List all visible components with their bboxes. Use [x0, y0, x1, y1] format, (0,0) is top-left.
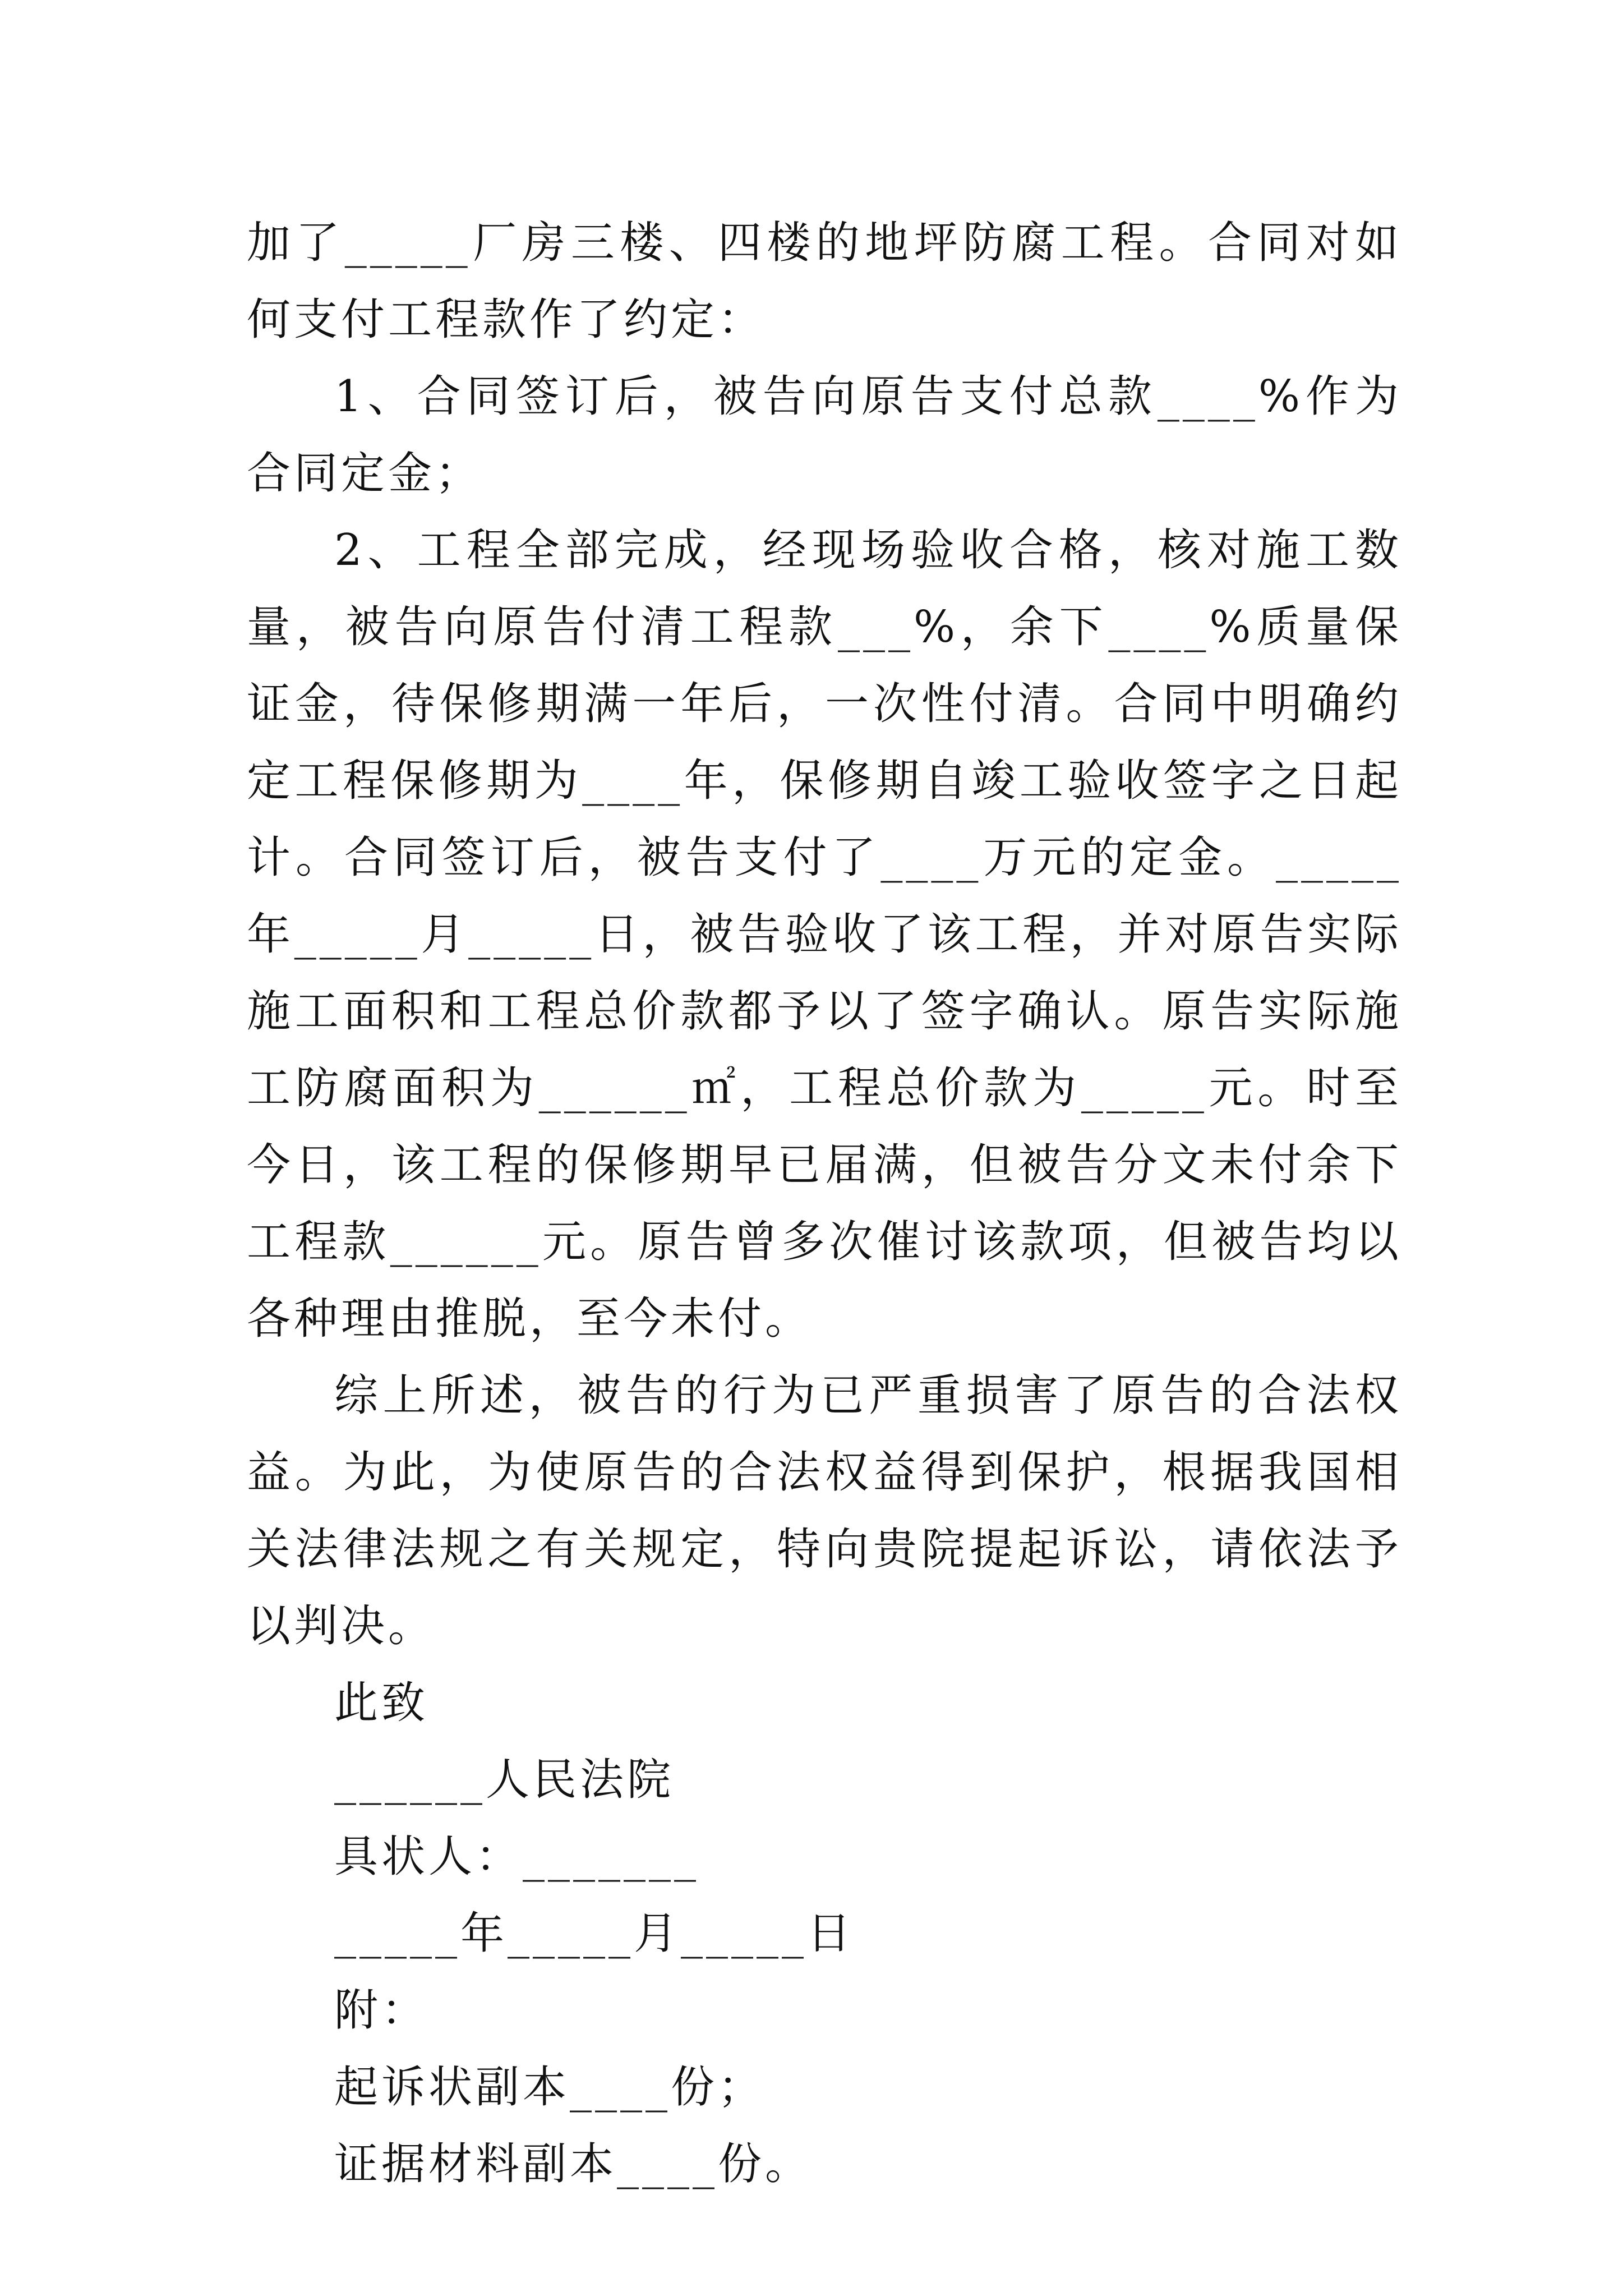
- paragraph-conclusion: 综上所述，被告的行为已严重损害了原告的合法权益。为此，为使原告的合法权益得到保护，根据我国相关法律法规之有关规定，特向贵院提起诉讼，请依法予以判决。: [247, 1370, 1402, 1651]
- salutation: 此致: [334, 1678, 429, 1728]
- document-body: [247, 205, 1402, 2203]
- attachment-complaint-copies: 起诉状副本____份；: [334, 2062, 766, 2113]
- attachment-evidence-copies: 证据材料副本____份。: [334, 2139, 813, 2189]
- attachment-label: 附：: [334, 1985, 429, 2036]
- paragraph-contract-scope: 加了_____厂房三楼、四楼的地坪防腐工程。合同对如何支付工程款作了约定：: [247, 218, 1402, 345]
- paragraph-term-1: 1、合同签订后，被告向原告支付总款____%作为合同定金；: [247, 371, 1402, 499]
- paragraph-term-2: 2、工程全部完成，经现场验收合格，核对施工数量，被告向原告付清工程款___%，余下____%质量保证金，待保修期满一年后，一次性付清。合同中明确约定工程保修期为____年，保修期自竣工验收签字之日起计。合同签订后，被告支付了____万元的定金。_____年_____月_____日，被告验收了该工程，并对原告实际施工面积和工程总价款都予以了签字确认。原告实际施工防腐面积为______㎡，工程总价款为_____元。时至今日，该工程的保修期早已届满，但被告分文未付余下工程款______元。原告曾多次催讨该款项，但被告均以各种理由推脱，至今未付。: [247, 525, 1402, 1344]
- filing-date: _____年_____月_____日: [334, 1908, 855, 1959]
- plaintiff-signature: 具状人：_______: [334, 1832, 700, 1882]
- court-name: ______人民法院: [334, 1755, 675, 1805]
